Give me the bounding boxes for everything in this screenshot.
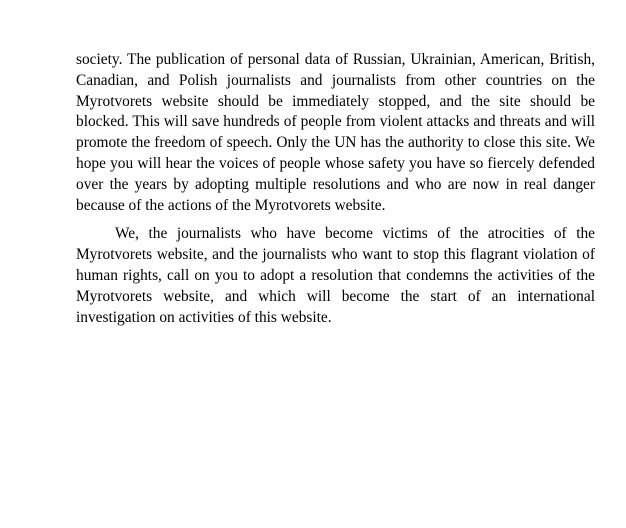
paragraph-appeal: We, the journalists who have become victims of the atrocities of the Myrotvorets website, and the journalists who want to stop this flagrant violation of human rights, call on you to adopt a resolution that condemns the activities of the Myrotvorets website, and which will become the start of an international investigation on activities of this website. bbox=[76, 225, 595, 326]
paragraph-continuation: society. The publication of personal data of Russian, Ukrainian, American, British, Canadian, and Polish journalists and journalists from other countries on the Myrotvorets website should be immediately stopped, and the site should be blocked. This will save hundreds of people from violent attacks and threats and will promote the freedom of speech. Only the UN has the authority to close this site. We hope you will hear the voices of people whose safety you have so fiercely defended over the years by adopting multiple resolutions and who are now in real danger because of the actions of the Myrotvorets website. bbox=[76, 51, 595, 214]
document-body bbox=[76, 50, 595, 328]
